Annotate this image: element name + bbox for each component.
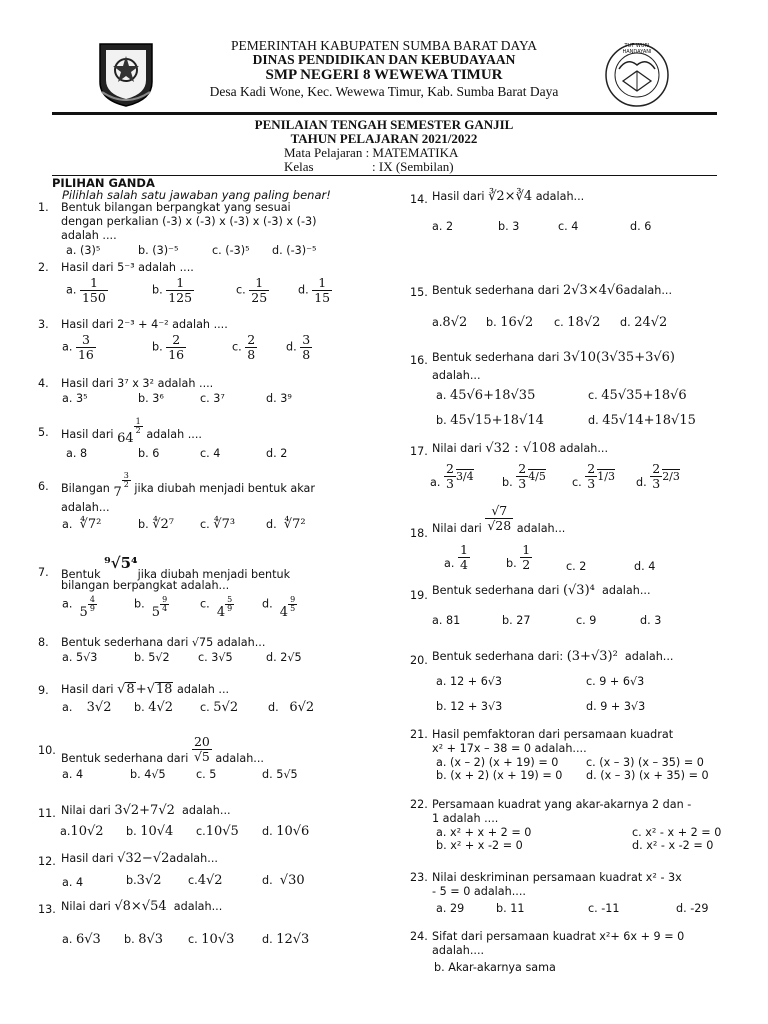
exam-class-label: Kelas bbox=[284, 159, 314, 174]
q14-text: Hasil dari ∛2×∛4 adalah... bbox=[432, 189, 585, 204]
tut-wuri-logo-text: TUT WURI HANDAYANI bbox=[622, 43, 652, 55]
q23-number: 23. bbox=[410, 871, 428, 884]
q9-number: 9. bbox=[38, 684, 49, 697]
q22-option-d: d. x² - x -2 = 0 bbox=[632, 839, 714, 852]
q22-option-c: c. x² - x + 2 = 0 bbox=[632, 826, 722, 839]
q16-option-a: a. 45√6+18√35 bbox=[436, 388, 536, 403]
q1-text-3: adalah .... bbox=[61, 229, 117, 242]
q20-option-d: d. 9 + 3√3 bbox=[586, 700, 646, 713]
q22-option-a: a. x² + x + 2 = 0 bbox=[436, 826, 532, 839]
header-government: PEMERINTAH KABUPATEN SUMBA BARAT DAYA bbox=[231, 38, 537, 53]
q8-number: 8. bbox=[38, 636, 49, 649]
q8-option-d: d. 2√5 bbox=[266, 651, 302, 664]
q1-text-2: dengan perkalian (-3) x (-3) x (-3) x (-3) x (-3) bbox=[61, 215, 317, 228]
q12-option-c: c.4√2 bbox=[188, 873, 223, 888]
q20-option-b: b. 12 + 3√3 bbox=[436, 700, 503, 713]
q19-option-c: c. 9 bbox=[576, 614, 597, 627]
q11-number: 11. bbox=[38, 807, 56, 820]
q15-number: 15. bbox=[410, 286, 428, 299]
q5-option-b: b. 6 bbox=[138, 447, 160, 460]
q21-text-1: Hasil pemfaktoran dari persamaan kuadrat bbox=[432, 728, 674, 741]
q24-text-1: Sifat dari persamaan kuadrat x²+ 6x + 9 = 0 bbox=[432, 930, 685, 943]
q4-option-b: b. 3⁶ bbox=[138, 392, 164, 405]
section-title: PILIHAN GANDA bbox=[52, 176, 155, 190]
q16-option-c: c. 45√35+18√6 bbox=[588, 388, 687, 403]
q16-text-2: adalah... bbox=[432, 369, 481, 382]
q13-option-c: c. 10√3 bbox=[188, 932, 235, 947]
q8-option-b: b. 5√2 bbox=[134, 651, 170, 664]
q7-option-c: c. 4 $\frac{5}{9}$ bbox=[200, 595, 233, 620]
q11-option-a: a.10√2 bbox=[60, 824, 104, 839]
q1-option-b: b. (3)⁻⁵ bbox=[138, 244, 179, 257]
q13-text: Nilai dari √8×√54 adalah... bbox=[61, 899, 223, 914]
q5-number: 5. bbox=[38, 426, 49, 439]
q3-option-d: d. $\frac{3}{8}$ bbox=[286, 332, 311, 362]
header-address: Desa Kadi Wone, Kec. Wewewa Timur, Kab. Sumba Barat Daya bbox=[209, 84, 559, 99]
q23-option-a: a. 29 bbox=[436, 902, 465, 915]
q3-text: Hasil dari 2⁻³ + 4⁻² adalah .... bbox=[61, 318, 228, 331]
q13-option-d: d. 12√3 bbox=[262, 932, 310, 947]
q16-text: Bentuk sederhana dari 3√10(3√35+3√6) bbox=[432, 350, 675, 365]
q16-option-d: d. 45√14+18√15 bbox=[588, 413, 696, 428]
q1-text-1: Bentuk bilangan berpangkat yang sesuai bbox=[61, 201, 291, 214]
q17-option-c: c. $\frac{2}{3}$ 1/3 bbox=[572, 461, 615, 491]
q7-option-a: a. 5 $\frac{4}{9}$ bbox=[62, 595, 95, 620]
q10-text: Bentuk sederhana dari $\frac{20}{√5}$ adalah... bbox=[61, 734, 264, 765]
q7-number: 7. bbox=[38, 566, 49, 579]
q6-option-b: b. ∜2⁷ bbox=[138, 517, 175, 532]
q6-option-c: c. ∜7³ bbox=[200, 517, 236, 532]
q17-option-a: a. $\frac{2}{3}$ 3/4 bbox=[430, 461, 474, 491]
q23-option-c: c. -11 bbox=[588, 902, 620, 915]
q24-text-2: adalah.... bbox=[432, 944, 485, 957]
q4-option-a: a. 3⁵ bbox=[62, 392, 88, 405]
section-instruction: Pilihlah salah satu jawaban yang paling benar! bbox=[62, 188, 331, 202]
q14-number: 14. bbox=[410, 193, 428, 206]
q11-option-b: b. 10√4 bbox=[126, 824, 174, 839]
header-rule bbox=[52, 112, 717, 115]
q5-option-d: d. 2 bbox=[266, 447, 288, 460]
q15-option-c: c. 18√2 bbox=[554, 315, 601, 330]
q18-number: 18. bbox=[410, 527, 428, 540]
q11-text: Nilai dari 3√2+7√2 adalah... bbox=[61, 803, 231, 818]
q11-option-c: c.10√5 bbox=[196, 824, 239, 839]
q8-option-a: a. 5√3 bbox=[62, 651, 98, 664]
q2-text: Hasil dari 5⁻³ adalah .... bbox=[61, 261, 194, 274]
q21-option-b: b. (x + 2) (x + 19) = 0 bbox=[436, 769, 563, 782]
q2-option-a: a. $\frac{1}{150}$ bbox=[66, 275, 106, 305]
q7-text-2: bilangan berpangkat adalah... bbox=[61, 579, 230, 592]
q5-option-c: c. 4 bbox=[200, 447, 221, 460]
q14-option-d: d. 6 bbox=[630, 220, 652, 233]
q24-option-b: b. Akar-akarnya sama bbox=[434, 961, 556, 974]
q14-option-b: b. 3 bbox=[498, 220, 520, 233]
q12-text: Hasil dari √32−√2adalah... bbox=[61, 851, 218, 866]
q15-option-b: b. 16√2 bbox=[486, 315, 534, 330]
q3-number: 3. bbox=[38, 318, 49, 331]
q20-option-a: a. 12 + 6√3 bbox=[436, 675, 503, 688]
q21-option-c: c. (x – 3) (x – 35) = 0 bbox=[586, 756, 704, 769]
q12-option-b: b.3√2 bbox=[126, 873, 162, 888]
q3-option-b: b. $\frac{2}{16}$ bbox=[152, 332, 185, 362]
q7-text: Bentuk ⁹√5⁴jika diubah menjadi bentuk bbox=[61, 554, 291, 581]
q24-number: 24. bbox=[410, 930, 428, 943]
q17-option-b: b. $\frac{2}{3}$ 4/5 bbox=[502, 461, 546, 491]
q6-text-2: adalah... bbox=[61, 501, 110, 514]
q4-text: Hasil dari 3⁷ x 3² adalah .... bbox=[61, 377, 214, 390]
q21-option-d: d. (x – 3) (x + 35) = 0 bbox=[586, 769, 709, 782]
q9-option-d: d. 6√2 bbox=[268, 700, 315, 715]
q14-option-c: c. 4 bbox=[558, 220, 579, 233]
q12-option-a: a. 4 bbox=[62, 876, 84, 889]
q12-number: 12. bbox=[38, 855, 56, 868]
q9-option-c: c. 5√2 bbox=[200, 700, 239, 715]
q17-a-root: 3/4 bbox=[455, 469, 474, 483]
header-agency: DINAS PENDIDIKAN DAN KEBUDAYAAN bbox=[252, 52, 516, 67]
q6-option-a: a. ∜7² bbox=[62, 517, 102, 532]
q13-option-b: b. 8√3 bbox=[124, 932, 164, 947]
q18-option-a: a. $\frac{1}{4}$ bbox=[444, 542, 468, 572]
q4-number: 4. bbox=[38, 377, 49, 390]
q9-option-a: a. 3√2 bbox=[62, 700, 112, 715]
q10-option-c: c. 5 bbox=[196, 768, 217, 781]
q4-option-d: d. 3⁹ bbox=[266, 392, 292, 405]
q19-option-a: a. 81 bbox=[432, 614, 461, 627]
q20-number: 20. bbox=[410, 654, 428, 667]
q5-option-a: a. 8 bbox=[66, 447, 88, 460]
q10-option-a: a. 4 bbox=[62, 768, 84, 781]
q16-number: 16. bbox=[410, 354, 428, 367]
q3-option-c: c. $\frac{2}{8}$ bbox=[232, 332, 256, 362]
q17-number: 17. bbox=[410, 445, 428, 458]
q7-option-d: d. 4 $\frac{9}{5}$ bbox=[262, 595, 296, 620]
q20-text: Bentuk sederhana dari: (3+√3)² adalah... bbox=[432, 649, 674, 664]
q9-option-b: b. 4√2 bbox=[134, 700, 174, 715]
exam-subject: Mata Pelajaran : MATEMATIKA bbox=[284, 145, 459, 160]
q22-option-b: b. x² + x -2 = 0 bbox=[436, 839, 523, 852]
header-school: SMP NEGERI 8 WEWEWA TIMUR bbox=[265, 67, 503, 83]
q23-text-2: - 5 = 0 adalah.... bbox=[432, 885, 526, 898]
q19-number: 19. bbox=[410, 589, 428, 602]
q1-option-d: d. (-3)⁻⁵ bbox=[272, 244, 317, 257]
q15-option-a: a.8√2 bbox=[432, 315, 468, 330]
q9-text: Hasil dari √8+√18 adalah ... bbox=[61, 682, 230, 697]
q18-option-b: b. $\frac{1}{2}$ bbox=[506, 542, 531, 572]
q21-option-a: a. (x – 2) (x + 19) = 0 bbox=[436, 756, 559, 769]
exam-year: TAHUN PELAJARAN 2021/2022 bbox=[290, 131, 478, 146]
q18-text: Nilai dari $\frac{√7}{√28}$ adalah... bbox=[432, 503, 566, 535]
q15-text: Bentuk sederhana dari 2√3×4√6adalah... bbox=[432, 283, 673, 298]
q22-text-1: Persamaan kuadrat yang akar-akarnya 2 dan - bbox=[432, 798, 692, 811]
q8-text: Bentuk sederhana dari √75 adalah... bbox=[61, 636, 266, 649]
q3-option-a: a. $\frac{3}{16}$ bbox=[62, 332, 94, 362]
q19-text: Bentuk sederhana dari (√3)⁴ adalah... bbox=[432, 583, 651, 598]
q7-option-b: b. 5 $\frac{9}{4}$ bbox=[134, 595, 168, 620]
q2-option-b: b. $\frac{1}{125}$ bbox=[152, 275, 193, 305]
q17-option-d: d. $\frac{2}{3}$ 2/3 bbox=[636, 461, 680, 491]
q14-option-a: a. 2 bbox=[432, 220, 454, 233]
exam-class-value: : IX (Sembilan) bbox=[372, 159, 454, 174]
q17-text: Nilai dari √32 : √108 adalah... bbox=[432, 441, 609, 456]
exam-title: PENILAIAN TENGAH SEMESTER GANJIL bbox=[254, 117, 514, 132]
q15-option-d: d. 24√2 bbox=[620, 315, 668, 330]
q2-option-d: d. $\frac{1}{15}$ bbox=[298, 275, 331, 305]
q21-number: 21. bbox=[410, 728, 428, 741]
q2-number: 2. bbox=[38, 261, 49, 274]
q2-option-c: c. $\frac{1}{25}$ bbox=[236, 275, 268, 305]
q13-option-a: a. 6√3 bbox=[62, 932, 101, 947]
q11-option-d: d. 10√6 bbox=[262, 824, 310, 839]
q8-option-c: c. 3√5 bbox=[198, 651, 233, 664]
q6-text: Bilangan 7 $\frac{3}{2}$ jika diubah menjadi bentuk akar bbox=[61, 471, 315, 500]
q6-number: 6. bbox=[38, 480, 49, 493]
q23-text-1: Nilai deskriminan persamaan kuadrat x² - 3x bbox=[432, 871, 682, 884]
q18-option-d: d. 4 bbox=[634, 560, 656, 573]
q20-option-c: c. 9 + 6√3 bbox=[586, 675, 645, 688]
q23-option-d: d. -29 bbox=[676, 902, 709, 915]
q12-option-d: d. √30 bbox=[262, 873, 305, 888]
q5-text: Hasil dari 64 $\frac{1}{2}$ adalah .... bbox=[61, 417, 202, 446]
q19-option-d: d. 3 bbox=[640, 614, 662, 627]
q22-text-2: 1 adalah .... bbox=[432, 812, 499, 825]
q4-option-c: c. 3⁷ bbox=[200, 392, 225, 405]
q10-option-d: d. 5√5 bbox=[262, 768, 298, 781]
q18-option-c: c. 2 bbox=[566, 560, 587, 573]
q10-option-b: b. 4√5 bbox=[130, 768, 166, 781]
q10-number: 10. bbox=[38, 744, 56, 757]
q1-option-a: a. (3)⁵ bbox=[66, 244, 101, 257]
q16-option-b: b. 45√15+18√14 bbox=[436, 413, 544, 428]
q13-number: 13. bbox=[38, 903, 56, 916]
q6-option-d: d. ∜7² bbox=[266, 517, 306, 532]
q22-number: 22. bbox=[410, 798, 428, 811]
q21-text-2: x² + 17x – 38 = 0 adalah.... bbox=[432, 742, 587, 755]
q1-option-c: c. (-3)⁵ bbox=[212, 244, 250, 257]
q19-option-b: b. 27 bbox=[502, 614, 531, 627]
q23-option-b: b. 11 bbox=[496, 902, 525, 915]
q1-number: 1. bbox=[38, 201, 49, 214]
